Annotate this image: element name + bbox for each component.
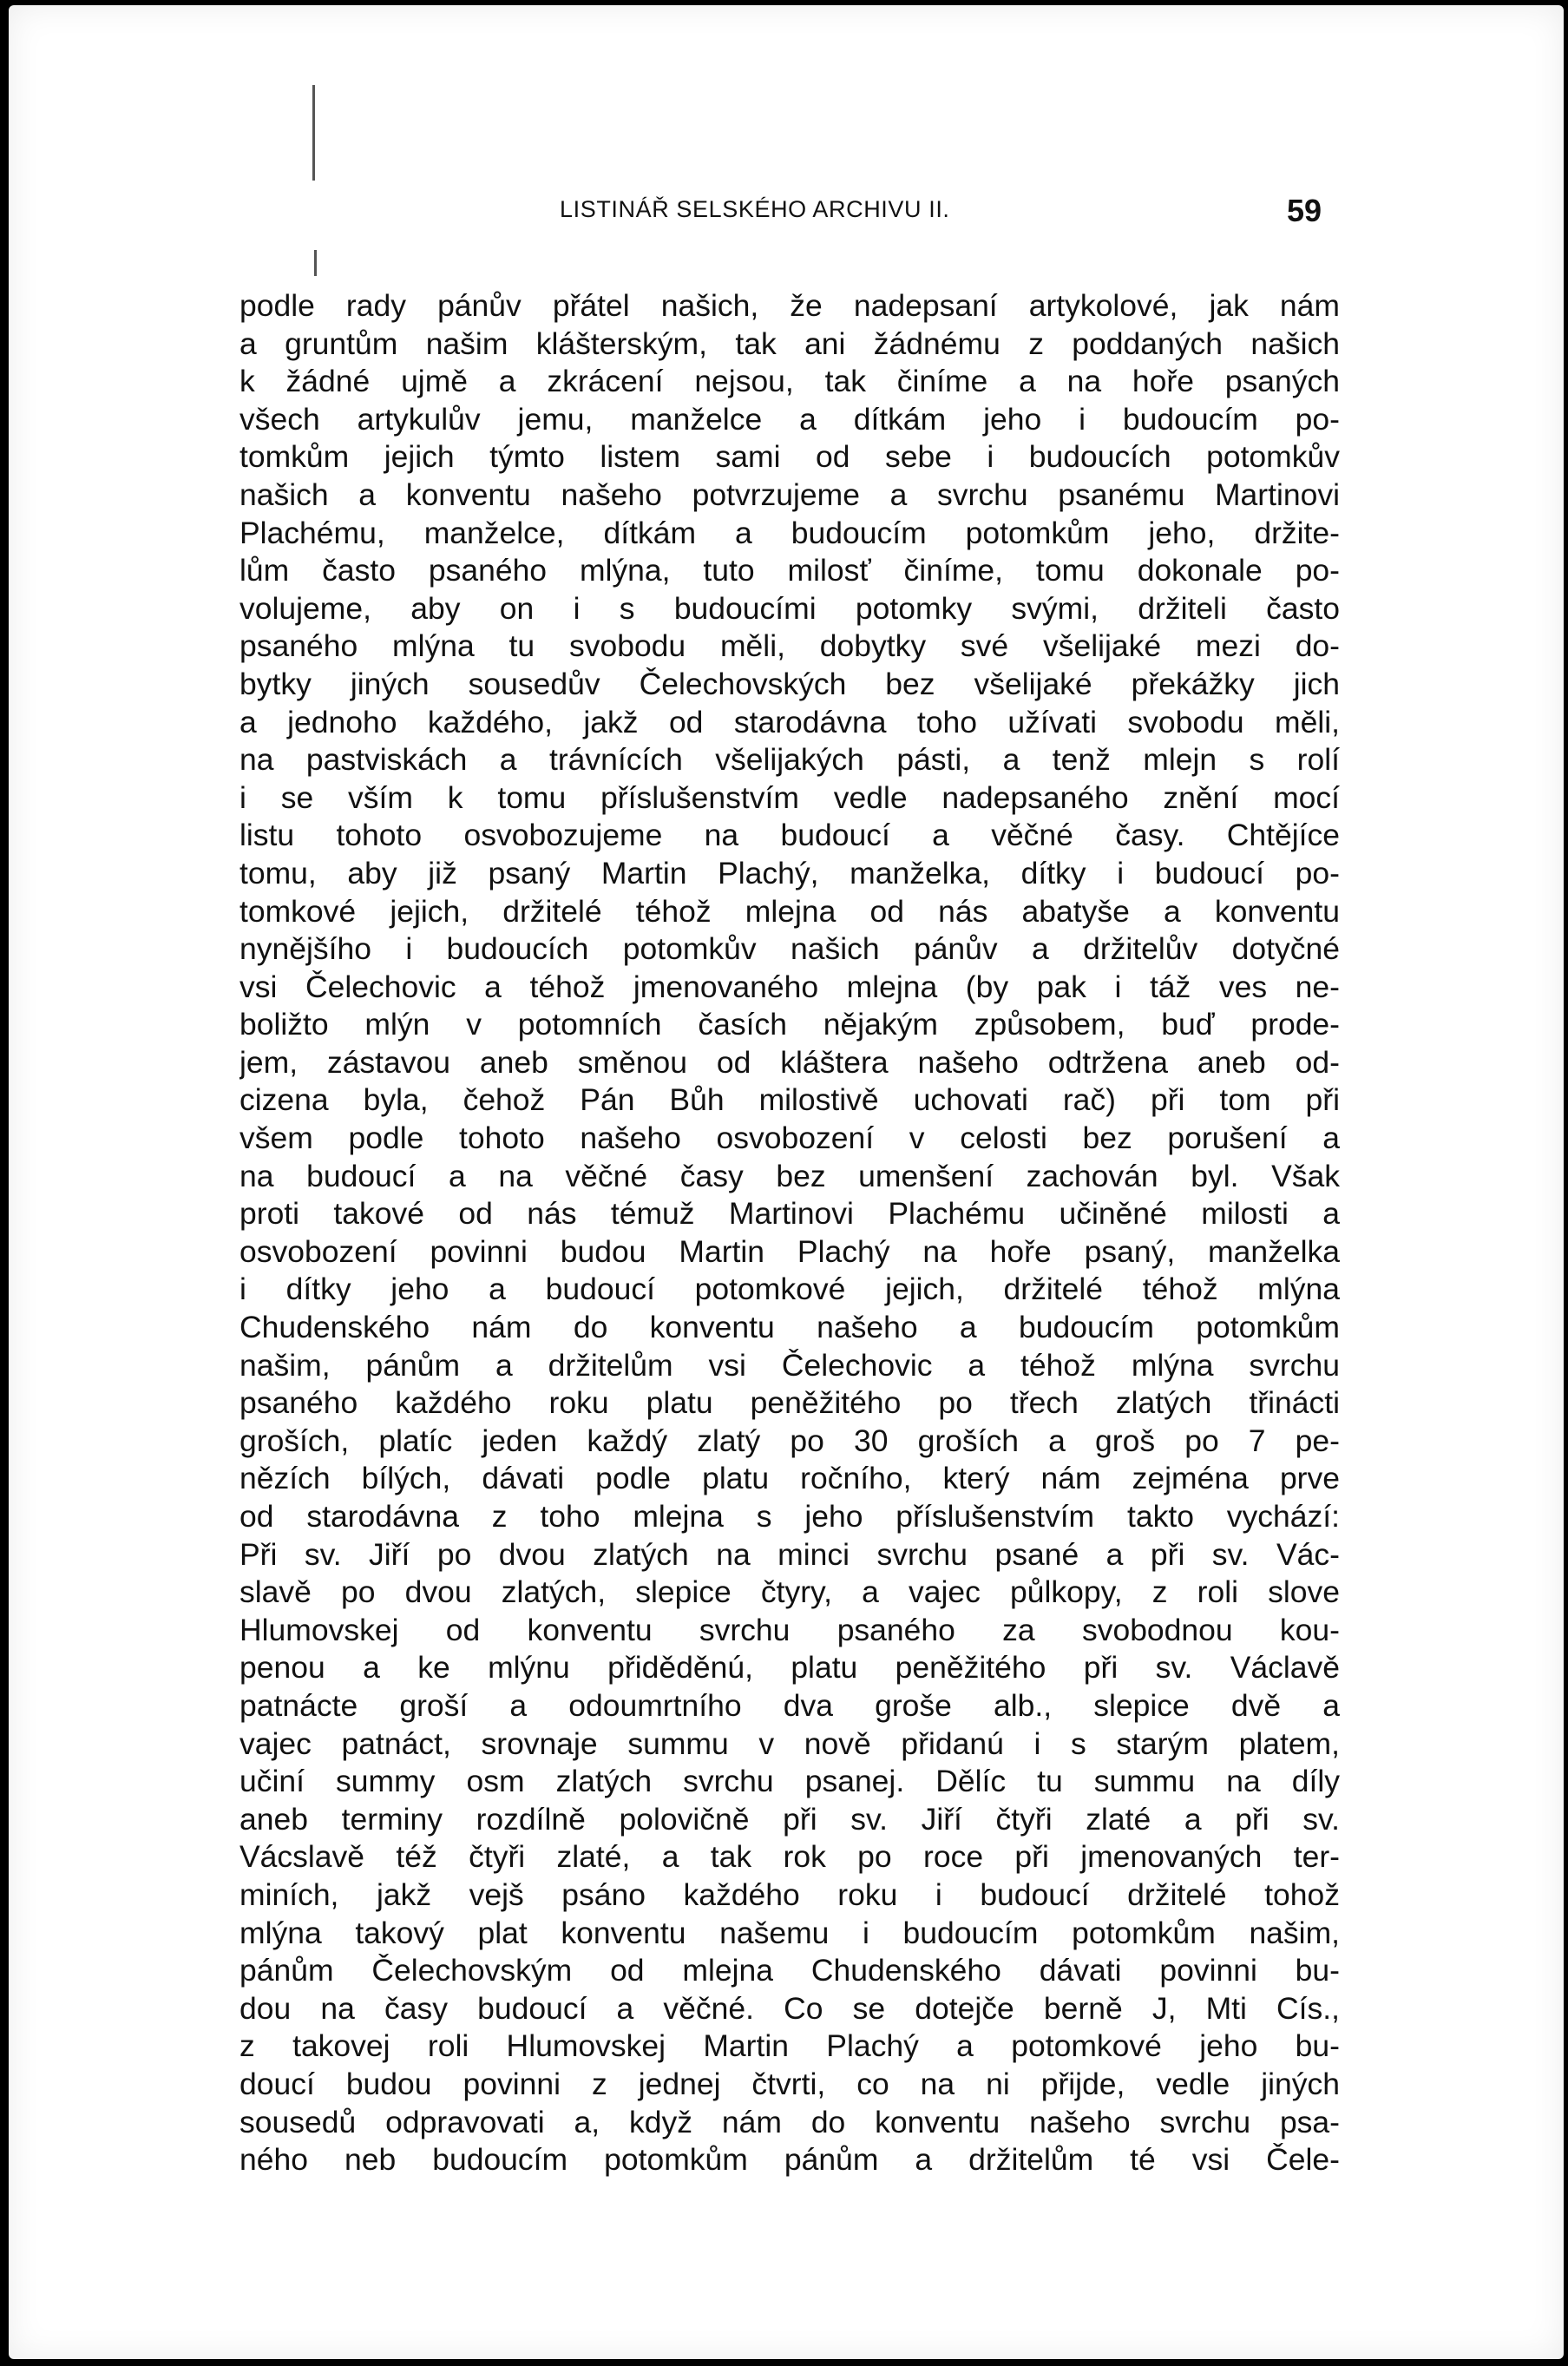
text-line: podle rady pánův přátel našich, že nadepsaní artykolové, jak nám bbox=[239, 288, 1340, 323]
text-line: nězích bílých, dávati podle platu ročního, který nám zejména prve bbox=[239, 1461, 1340, 1496]
text-line: k žádné ujmě a zkrácení nejsou, tak činíme a na hoře psaných bbox=[239, 364, 1340, 399]
text-line: na pastviskách a trávnících všelijakých pásti, a tenž mlejn s rolí bbox=[239, 742, 1340, 778]
text-line: dou na časy budoucí a věčné. Co se dotejče berně J, Mti Cís., bbox=[239, 1990, 1340, 2026]
text-line: pánům Čelechovským od mlejna Chudenského dávati povinni bu- bbox=[239, 1953, 1340, 1988]
text-line: cizena byla, čehož Pán Bůh milostivě uchovati rač) při tom při bbox=[239, 1082, 1340, 1118]
text-line: a jednoho každého, jakž od starodávna toho užívati svobodu měli, bbox=[239, 704, 1340, 739]
text-line: bytky jiných sousedův Čelechovských bez všelijaké překážky jich bbox=[239, 666, 1340, 701]
page-number: 59 bbox=[1287, 193, 1322, 228]
text-line: listu tohoto osvobozujeme na budoucí a věčné časy. Chtějíce bbox=[239, 818, 1340, 853]
text-line: všech artykulův jemu, manželce a dítkám jeho i budoucím po- bbox=[239, 401, 1340, 437]
text-line: groších, platíc jeden každý zlatý po 30 groších a groš po 7 pe- bbox=[239, 1423, 1340, 1458]
text-line: Chudenského nám do konventu našeho a budoucím potomkům bbox=[239, 1310, 1340, 1345]
text-line: tomu, aby již psaný Martin Plachý, manželka, dítky i budoucí po- bbox=[239, 855, 1340, 891]
text-line: z takovej roli Hlumovskej Martin Plachý a potomkové jeho bu- bbox=[239, 2028, 1340, 2064]
text-line: aneb terminy rozdílně polovičně při sv. Jiří čtyři zlaté a při sv. bbox=[239, 1801, 1340, 1837]
text-line: nynějšího i budoucích potomkův našich pánův a držitelův dotyčné bbox=[239, 931, 1340, 967]
text-line: lům často psaného mlýna, tuto milosť činíme, tomu dokonale po- bbox=[239, 553, 1340, 588]
text-line: i dítky jeho a budoucí potomkové jejich, držitelé téhož mlýna bbox=[239, 1272, 1340, 1307]
text-line: Vácslavě též čtyři zlaté, a tak rok po roce při jmenovaných ter- bbox=[239, 1839, 1340, 1875]
text-line: tomkům jejich týmto listem sami od sebe i budoucích potomkův bbox=[239, 439, 1340, 475]
text-line: Hlumovskej od konventu svrchu psaného za svobodnou kou- bbox=[239, 1612, 1340, 1647]
text-line: sousedů odpravovati a, když nám do konventu našeho svrchu psa- bbox=[239, 2104, 1340, 2139]
text-line: i se vším k tomu příslušenstvím vedle nadepsaného znění mocí bbox=[239, 779, 1340, 815]
text-line: našim, pánům a držitelům vsi Čelechovic a téhož mlýna svrchu bbox=[239, 1347, 1340, 1383]
text-line: volujeme, aby on i s budoucími potomky svými, držiteli často bbox=[239, 590, 1340, 626]
text-line: psaného každého roku platu peněžitého po třech zlatých třinácti bbox=[239, 1385, 1340, 1421]
text-line: vsi Čelechovic a téhož jmenovaného mlejna (by pak i táž ves ne- bbox=[239, 969, 1340, 1004]
text-line: ného neb budoucím potomkům pánům a držitelům té vsi Čele- bbox=[239, 2142, 1340, 2178]
text-line: penou a ke mlýnu přiděděnú, platu peněžitého při sv. Václavě bbox=[239, 1650, 1340, 1686]
text-line: patnácte groší a odoumrtního dva groše alb., slepice dvě a bbox=[239, 1687, 1340, 1723]
text-line: boližto mlýn v potomních časích nějakým způsobem, buď prode- bbox=[239, 1007, 1340, 1042]
margin-mark bbox=[312, 85, 315, 181]
text-line: Plachému, manželce, dítkám a budoucím potomkům jeho, držite- bbox=[239, 515, 1340, 550]
text-line: psaného mlýna tu svobodu měli, dobytky své všelijaké mezi do- bbox=[239, 628, 1340, 664]
text-line: doucí budou povinni z jednej čtvrti, co na ni přijde, vedle jiných bbox=[239, 2066, 1340, 2101]
text-line: našich a konventu našeho potvrzujeme a svrchu psanému Martinovi bbox=[239, 476, 1340, 512]
text-line: jem, zástavou aneb směnou od kláštera našeho odtržena aneb od- bbox=[239, 1044, 1340, 1080]
text-line: osvobození povinni budou Martin Plachý na hoře psaný, manželka bbox=[239, 1233, 1340, 1269]
text-line: všem podle tohoto našeho osvobození v celosti bez porušení a bbox=[239, 1121, 1340, 1156]
text-line: mlýna takový plat konventu našemu i budoucím potomkům našim, bbox=[239, 1915, 1340, 1950]
text-line: od starodávna z toho mlejna s jeho příslušenstvím takto vychází: bbox=[239, 1499, 1340, 1534]
text-line: Při sv. Jiří po dvou zlatých na minci svrchu psané a při sv. Vác- bbox=[239, 1536, 1340, 1572]
text-line: vajec patnáct, srovnaje summu v nově přidanú i s starým platem, bbox=[239, 1725, 1340, 1761]
text-line: miních, jakž vejš psáno každého roku i budoucí držitelé tohož bbox=[239, 1876, 1340, 1912]
text-line: učiní summy osm zlatých svrchu psanej. Dělíc tu summu na díly bbox=[239, 1764, 1340, 1799]
text-line: tomkové jejich, držitelé téhož mlejna od nás abatyše a konventu bbox=[239, 893, 1340, 929]
body-text bbox=[239, 287, 1340, 2179]
margin-mark bbox=[314, 250, 317, 276]
text-line: slavě po dvou zlatých, slepice čtyry, a vajec půlkopy, z roli slove bbox=[239, 1574, 1340, 1610]
text-line: a gruntům našim klášterským, tak ani žádnému z poddaných našich bbox=[239, 325, 1340, 361]
running-title: LISTINÁŘ SELSKÉHO ARCHIVU II. bbox=[560, 196, 950, 222]
text-line: proti takové od nás témuž Martinovi Plachému učiněné milosti a bbox=[239, 1196, 1340, 1232]
text-line: na budoucí a na věčné časy bez umenšení zachován byl. Však bbox=[239, 1158, 1340, 1193]
